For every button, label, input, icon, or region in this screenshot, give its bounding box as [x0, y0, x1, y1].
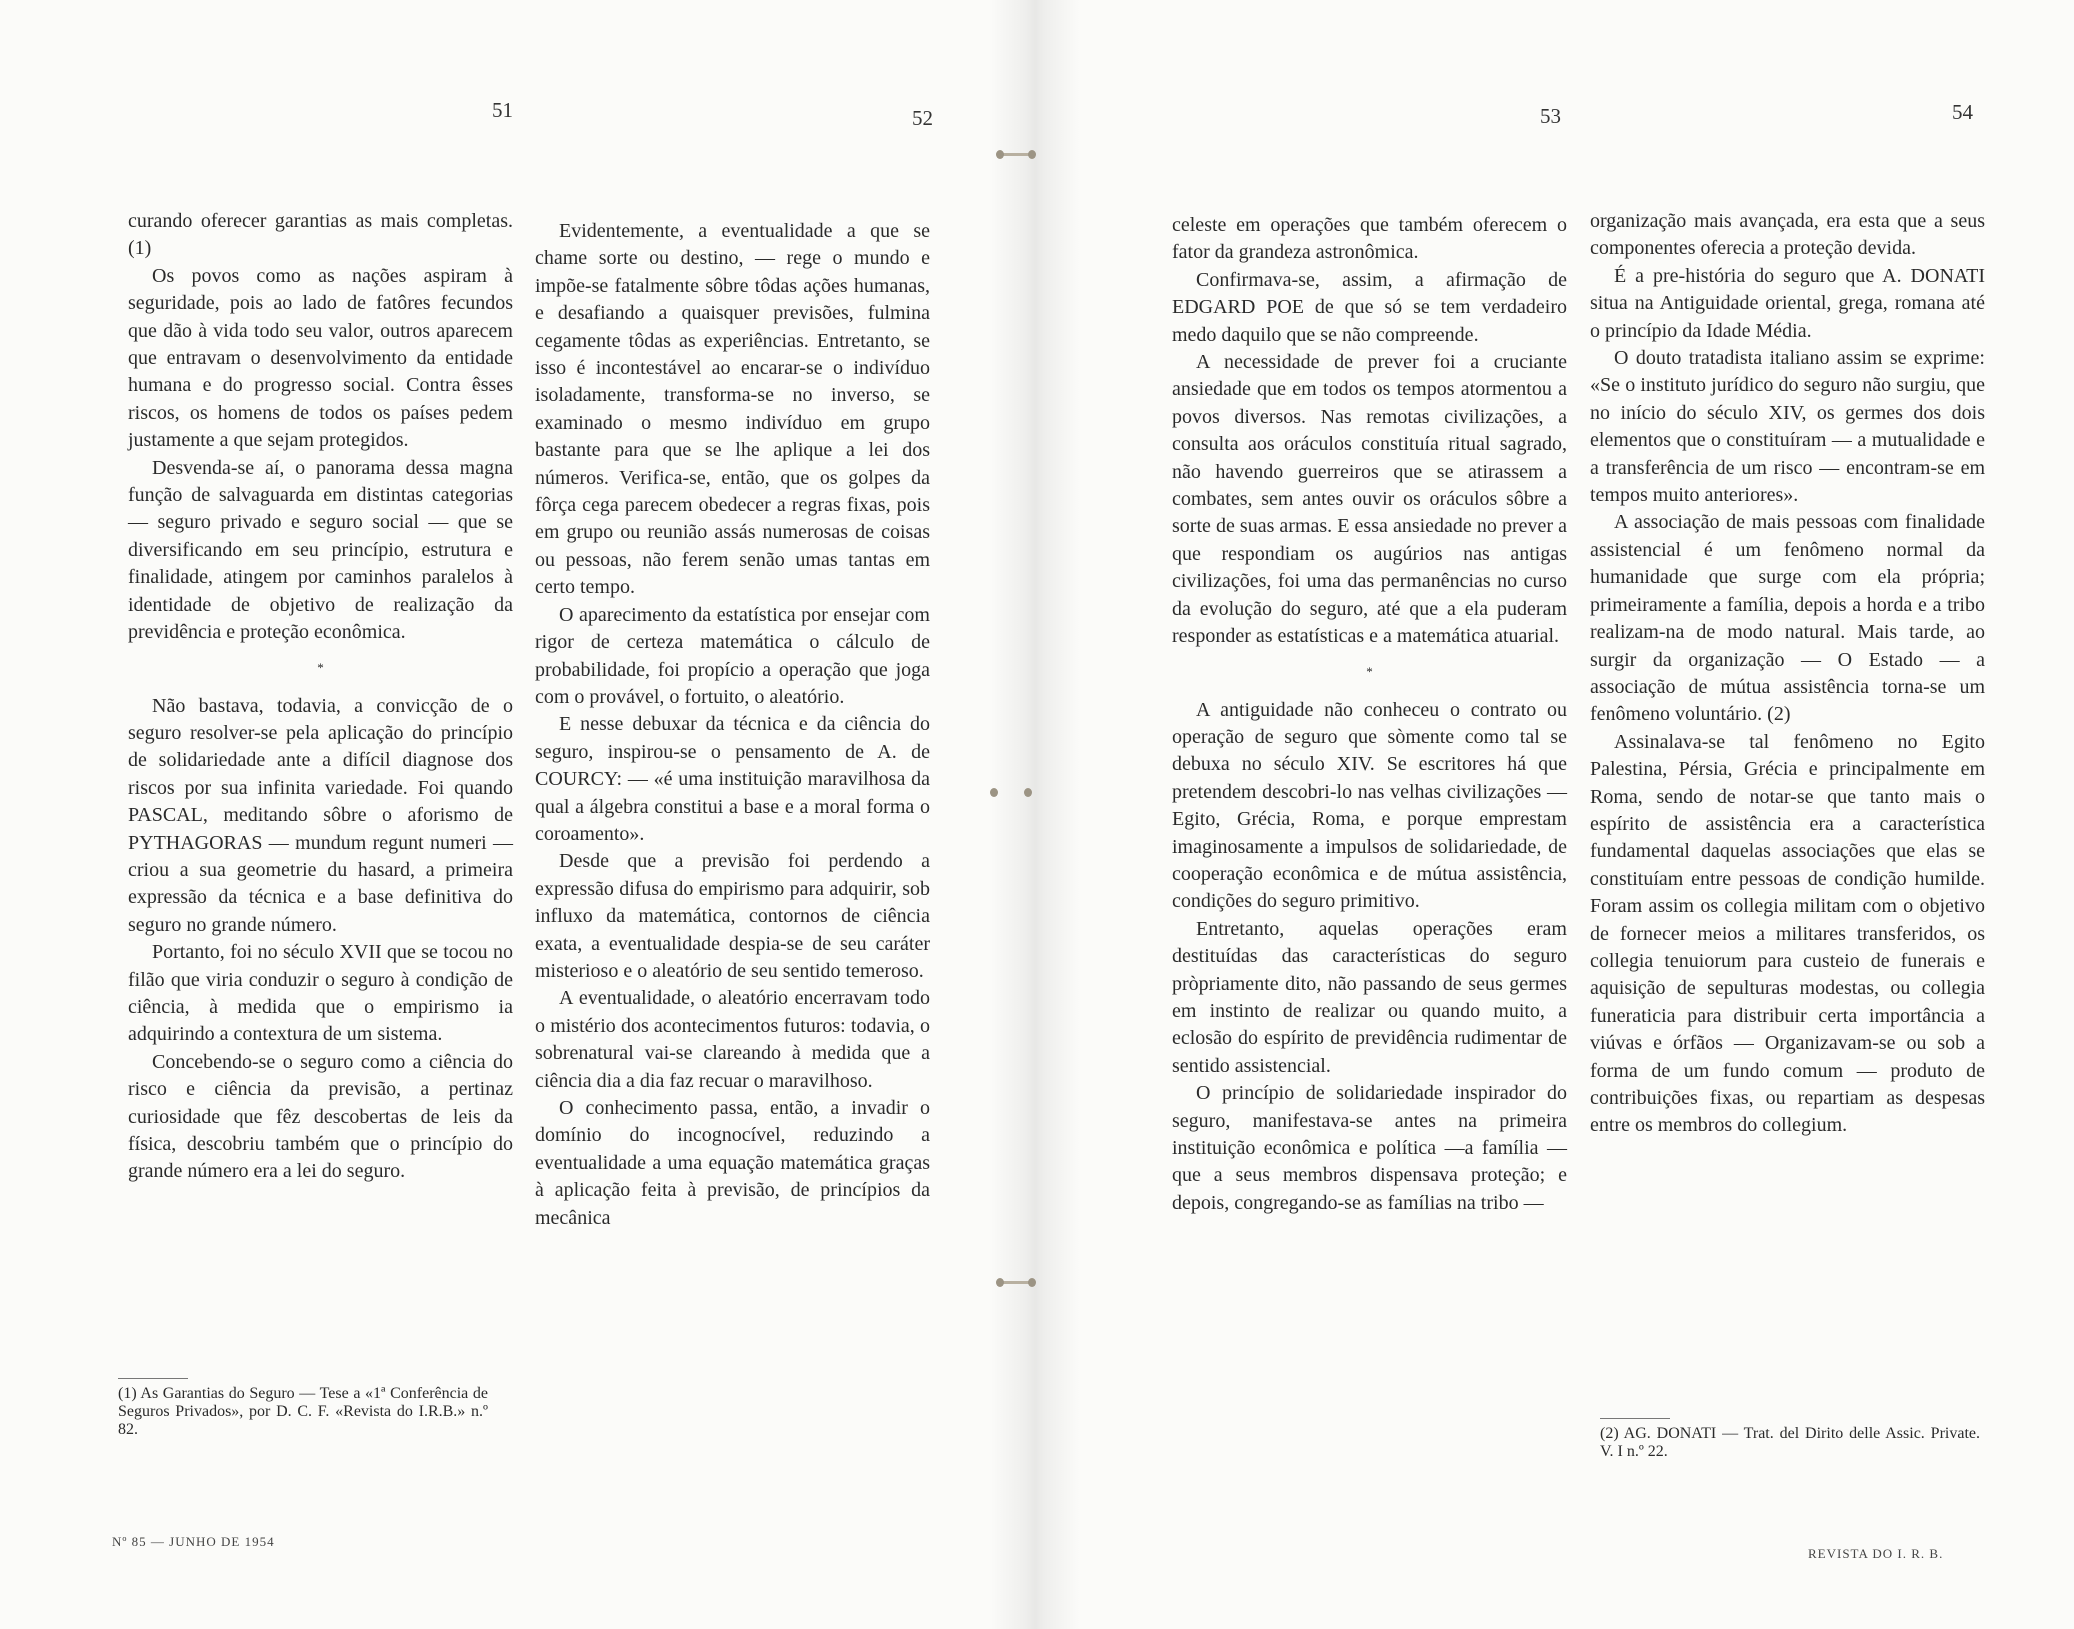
paragraph: O conhecimento passa, então, a invadir o domínio do incognocível, reduzindo a eventualidade a uma equação matemática graças à aplicação feita à previsão, de princípios da mecânica	[535, 1097, 930, 1229]
page-52-column	[535, 218, 930, 1232]
paragraph: A associação de mais pessoas com finalidade assistencial é um fenômeno normal da humanidade que surge com ela própria; primeiramente a família, depois a horda e a tribo realizam-na de modo natural. Mais tarde, ao surgir da organização — O Estado — a associação de mútua assistência torna-se um fenômeno voluntário. (2)	[1590, 511, 1985, 726]
footnote-2	[1600, 1418, 1980, 1461]
paragraph: Os povos como as nações aspiram à seguridade, pois ao lado de fatôres fecundos que dão à vida todo seu valor, outros aparecem que entravam o desenvolvimento da entidade humana e do progresso social. Contra êsses riscos, os homens de todos os países pedem justamente a que sejam protegidos.	[128, 264, 513, 452]
paragraph: Confirmava-se, assim, a afirmação de EDGARD POE de que só se tem verdadeiro medo daquilo que se não compreende.	[1172, 268, 1567, 346]
running-head-right: REVISTA DO I. R. B.	[1808, 1546, 1944, 1561]
paragraph: Portanto, foi no século XVII que se tocou no filão que viria conduzir o seguro à condição de ciência, à medida que o empirismo ia adquirindo a contextura de um sistema.	[128, 941, 513, 1046]
section-divider-star: *	[317, 659, 324, 675]
section-divider-star: *	[1366, 663, 1373, 679]
paragraph: É a pre-história do seguro que A. DONATI situa na Antiguidade oriental, grega, romana até o princípio da Idade Média.	[1590, 264, 1985, 342]
paragraph: curando oferecer garantias as mais completas. (1)	[128, 210, 513, 260]
page-51-column	[128, 208, 513, 1186]
paragraph: Assinalava-se tal fenômeno no Egito Palestina, Pérsia, Grécia e principalmente em Roma, sendo de notar-se que tanto mais o espírito de assistência era a característica fundamental daquelas associações que elas se constituíam entre pessoas de condição humilde. Foram assim os collegia militam com o objetivo de fornecer meios a militares transferidos, os collegia tenuiorum para custeio de funerais e aquisição de sepulturas modestas, ou collegia funeraticia para distribuir certa importância a viúvas e órfãos — Organizavam-se ou sob a forma de um fundo comum — produto de contribuições fixas, ou repartiam as despesas entre os membros do collegium.	[1590, 730, 1985, 1137]
page-gutter	[990, 0, 1080, 1629]
page-number-52: 52	[912, 106, 933, 130]
staple-bottom	[996, 1276, 1036, 1290]
paragraph: O douto tratadista italiano assim se exprime: «Se o instituto jurídico do seguro não surgiu, que no início do século XIV, os germes dos dois elementos que o constituíram — a mutualidade e a transferência de um risco — encontram-se em tempos muito anteriores».	[1590, 347, 1985, 507]
paragraph: Desvenda-se aí, o panorama dessa magna função de salvaguarda em distintas categorias — seguro privado e seguro social — que se diversificando em seu princípio, estrutura e finalidade, atingem por caminhos paralelos à identidade de objetivo de realização da previdência e proteção econômica.	[128, 456, 513, 644]
page-53-column	[1172, 212, 1567, 1217]
paragraph: Entretanto, aquelas operações eram destituídas das características do seguro pròpriamente dito, não passando de seus germes em instinto de realizar ou quando muito, a eclosão do espírito de previdência rudimentar de sentido assistencial.	[1172, 917, 1567, 1077]
staple-top	[996, 148, 1036, 162]
page-number-54: 54	[1952, 100, 1973, 124]
paragraph: O princípio de solidariedade inspirador do seguro, manifestava-se antes na primeira instituição econômica e política —a família — que a seus membros dispensava proteção; e depois, congregando-se as famílias na tribo —	[1172, 1082, 1567, 1214]
page-54-column	[1590, 208, 1985, 1140]
paragraph: A eventualidade, o aleatório encerravam todo o mistério dos acontecimentos futuros: todavia, o sobrenatural vai-se clareando à medida que a ciência dia a dia faz recuar o maravilhoso.	[535, 987, 930, 1092]
paragraph: Evidentemente, a eventualidade a que se chame sorte ou destino, — rege o mundo e impõe-se fatalmente sôbre tôdas ações humanas, e desafiando a quaisquer previsões, fulmina cegamente tôdas as experiências. Entretanto, se isso é incontestável ao encarar-se o indivíduo isoladamente, transforma-se no inverso, se examinado o mesmo indivíduo em grupo bastante para que se lhe aplique a lei dos números. Verifica-se, então, que os golpes da fôrça cega parecem obedecer a regras fixas, pois em grupo ou reunião assás numerosas de coisas ou pessoas, não ferem senão umas tantas em certo tempo.	[535, 220, 930, 599]
footnote-rule	[118, 1378, 188, 1379]
paragraph: Não bastava, todavia, a convicção de o seguro resolver-se pela aplicação do princípio de solidariedade ante a difícil diagnose dos riscos por sua infinita variedade. Foi quando PASCAL, meditando sôbre o aforismo de PYTHAGORAS — mundum regunt numeri — criou a sua geometrie du hasard, a primeira expressão da técnica e a base definitiva do seguro no grande número.	[128, 694, 513, 936]
paragraph: Desde que a previsão foi perdendo a expressão difusa do empirismo para adquirir, sob influxo da matemática, contornos de ciência exata, a eventualidade despia-se de seu caráter misterioso e o aleatório de seu sentido temeroso.	[535, 850, 930, 982]
paragraph: celeste em operações que também oferecem o fator da grandeza astronômica.	[1172, 214, 1567, 264]
page-number-51: 51	[492, 98, 513, 122]
footnote-text: (1) As Garantias do Seguro — Tese a «1ª Conferência de Seguros Privados», por D. C. F. «Revista do I.R.B.» n.º 82.	[118, 1385, 488, 1438]
footnote-1	[118, 1378, 488, 1439]
paragraph: E nesse debuxar da técnica e da ciência do seguro, inspirou-se o pensamento de A. de COURCY: — «é uma instituição maravilhosa da qual a álgebra constitui a base e a moral forma o coroamento».	[535, 713, 930, 845]
staple-middle	[990, 786, 1030, 800]
paragraph: organização mais avançada, era esta que a seus componentes oferecia a proteção devida.	[1590, 210, 1985, 260]
running-head-left: Nº 85 — JUNHO DE 1954	[112, 1534, 275, 1549]
paragraph: A antiguidade não conheceu o contrato ou operação de seguro que sòmente como tal se debuxa no século XIV. Se escritores há que pretendem descobri-lo nas velhas civilizações — Egito, Grécia, Roma, e porque emprestam imaginosamente a impulsos de solidariedade, de cooperação econômica e de mútua assistência, condições do seguro primitivo.	[1172, 698, 1567, 913]
paragraph: Concebendo-se o seguro como a ciência do risco e ciência da previsão, a pertinaz curiosidade que fêz descobertas de leis da física, descobriu também que o princípio do grande número era a lei do seguro.	[128, 1050, 513, 1183]
footnote-text: (2) AG. DONATI — Trat. del Dirito delle Assic. Private. V. I n.º 22.	[1600, 1425, 1980, 1460]
paragraph: A necessidade de prever foi a cruciante ansiedade que em todos os tempos atormentou a povos diversos. Nas remotas civilizações, a consulta aos oráculos constituía ritual sagrado, não havendo guerreiros que se atirassem a combates, sem antes ouvir os oráculos sôbre a sorte de suas armas. E essa ansiedade no prever a que respondiam os augúrios nas antigas civilizações, foi uma das permanências no curso da evolução do seguro, até que a ela puderam responder as estatísticas e a matemática atuarial.	[1172, 351, 1567, 648]
footnote-rule	[1600, 1418, 1670, 1419]
paragraph: O aparecimento da estatística por ensejar com rigor de certeza matemática o cálculo de probabilidade, foi propício a operação que joga com o provável, o fortuito, o aleatório.	[535, 603, 930, 708]
page-number-53: 53	[1540, 104, 1561, 128]
